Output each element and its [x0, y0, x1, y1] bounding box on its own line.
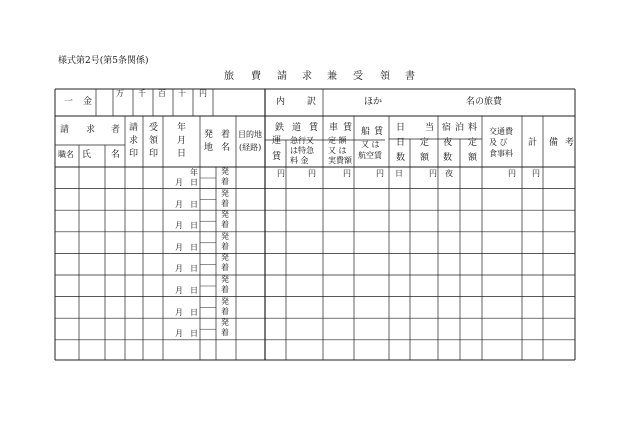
amount-unit: 百 [158, 89, 166, 98]
seikyusha-label: 者 [111, 125, 121, 135]
kotsuhi-label: 交通費 [489, 127, 513, 136]
hi-unit: 日 [190, 286, 198, 295]
mei-label: 名 [221, 143, 231, 153]
yen-unit: 円 [508, 169, 516, 178]
shachin-label: 車 [329, 123, 339, 133]
uchiwake-label: 訳 [307, 97, 317, 107]
title-char: 求 [302, 71, 312, 82]
shimei-label: 氏 [82, 150, 92, 160]
tsuki-unit: 月 [175, 221, 183, 231]
funachin-sub-label: 又 は [361, 140, 380, 149]
hi-unit: 日 [190, 264, 198, 274]
shachin-sub-label: 実費額 [328, 156, 352, 165]
chaku-mark: 着 [221, 198, 229, 208]
tsuki-unit: 月 [175, 199, 183, 209]
hatsu-mark: 発 [221, 296, 229, 306]
hoka-label: ほか [364, 97, 383, 107]
shachin-sub-label: 定 額 [328, 136, 347, 145]
hi-unit: 日 [190, 199, 198, 209]
seikyusha-label: 請 [60, 125, 70, 135]
hi-unit: 日 [190, 329, 198, 339]
biko-label: 備 [549, 138, 559, 148]
shukuhaku-teigaku-label: 額 [468, 153, 478, 163]
tetsudochin-label: 賃 [309, 123, 319, 133]
nitto-label: 日 [396, 123, 406, 133]
nitto-label: 当 [425, 123, 435, 133]
chaku-mark: 着 [221, 285, 229, 294]
kyuko-label: 料 金 [290, 156, 309, 165]
shachin-label: 賃 [343, 123, 353, 133]
keiro-label: (経路) [239, 143, 262, 152]
shukuhaku-label: 宿 [442, 123, 452, 133]
title-char: 旅 [224, 71, 234, 82]
tsuki-unit: 月 [175, 307, 183, 317]
unchin-label: 運 [272, 136, 282, 146]
hi-unit: 日 [190, 242, 198, 252]
yen-unit: 円 [429, 169, 437, 178]
shukuhaku-yasu-label: 数 [443, 153, 453, 163]
kyuko-label: 急行又 [290, 136, 314, 145]
kyuko-label: は特急 [290, 146, 314, 155]
title-char: 請 [277, 71, 287, 82]
tsuki-unit: 月 [175, 178, 183, 187]
hatsu-mark: 発 [221, 253, 229, 263]
yen-unit: 円 [277, 169, 285, 178]
seikyuin-label: 印 [129, 149, 139, 159]
kei-label: 計 [528, 138, 538, 148]
kin-label: 金 [83, 97, 93, 107]
yen-unit: 円 [376, 169, 384, 178]
tetsudochin-label: 鉄 [275, 123, 285, 133]
hatsu-mark: 発 [221, 231, 229, 241]
shukuhaku-yasu-label: 夜 [443, 138, 453, 148]
ichi-label: 一 [64, 97, 74, 107]
title-char: 受 [353, 71, 363, 82]
hi-unit: 日 [190, 307, 198, 317]
yen-unit: 円 [343, 169, 351, 178]
hatsu-mark: 発 [221, 318, 229, 328]
tsuki-label: 月 [177, 136, 187, 146]
chaku-mark: 着 [221, 177, 229, 186]
hatsu-mark: 発 [221, 188, 229, 198]
title-char: 費 [251, 71, 261, 82]
shokumei-label: 職名 [58, 150, 74, 159]
hi-label: 日 [177, 149, 187, 159]
title-char: 領 [380, 71, 390, 82]
nitto-teigaku-label: 額 [420, 153, 430, 163]
hi-unit: 日 [190, 178, 198, 187]
chaku-mark: 着 [221, 220, 229, 230]
funachin-sub-label: 航空賃 [358, 151, 382, 160]
amount-unit: 万 [116, 89, 124, 98]
nichi-unit: 日 [395, 169, 403, 178]
chaku-mark: 着 [221, 263, 229, 273]
ya-unit: 夜 [445, 169, 453, 178]
amount-unit: 千 [138, 89, 146, 98]
unchin-label: 賃 [272, 152, 282, 162]
chaku-mark: 着 [221, 328, 229, 338]
title-char: 兼 [327, 71, 337, 82]
seikyusha-label: 求 [86, 125, 96, 135]
shimei-label: 名 [111, 150, 121, 160]
form-number-label: 様式第2号(第5条関係) [58, 56, 149, 66]
seikyuin-label: 求 [129, 136, 139, 146]
mei-no-ryohi-label: 名の旅費 [466, 97, 503, 107]
yen-unit: 円 [532, 169, 540, 178]
seikyuin-label: 請 [129, 123, 139, 133]
shukuhaku-teigaku-label: 定 [468, 138, 478, 148]
hatsu-mark: 発 [221, 167, 229, 176]
kotsuhi-label: 及 び [489, 138, 508, 147]
shukuhaku-label: 泊 [455, 123, 465, 133]
title-char: 書 [405, 71, 415, 82]
juryoin-label: 印 [149, 149, 159, 159]
juryoin-label: 受 [149, 123, 159, 133]
nitto-nissu-label: 日 [396, 138, 406, 148]
shachin-sub-label: 又 は [328, 146, 347, 155]
nen-unit: 年 [190, 168, 198, 177]
chaku-mark: 着 [221, 241, 229, 251]
amount-unit: 十 [178, 89, 186, 98]
hi-unit: 日 [190, 221, 198, 231]
tsuki-unit: 月 [175, 286, 183, 295]
chaku-label: 着 [221, 130, 231, 140]
hatsu-mark: 発 [221, 210, 229, 220]
funachin-label: 賃 [374, 127, 384, 137]
nen-label: 年 [177, 123, 187, 133]
chaku-mark: 着 [221, 306, 229, 316]
mokutekichi-label: 目的地 [238, 130, 262, 139]
amount-unit: 円 [199, 89, 207, 98]
hatsu-mark: 発 [221, 275, 229, 284]
chi-label: 地 [204, 143, 214, 153]
tsuki-unit: 月 [175, 242, 183, 252]
juryoin-label: 領 [149, 136, 159, 146]
tsuki-unit: 月 [175, 329, 183, 339]
yen-unit: 円 [308, 169, 316, 178]
tetsudochin-label: 道 [292, 123, 302, 133]
biko-label: 考 [565, 138, 575, 148]
nitto-nissu-label: 数 [396, 153, 406, 163]
hatsu-label: 発 [204, 130, 214, 140]
kotsuhi-label: 食事料 [489, 149, 513, 158]
uchiwake-label: 内 [276, 97, 286, 107]
nitto-teigaku-label: 定 [420, 138, 430, 148]
tsuki-unit: 月 [175, 264, 183, 274]
shukuhaku-label: 料 [468, 123, 478, 133]
funachin-label: 船 [361, 127, 371, 137]
